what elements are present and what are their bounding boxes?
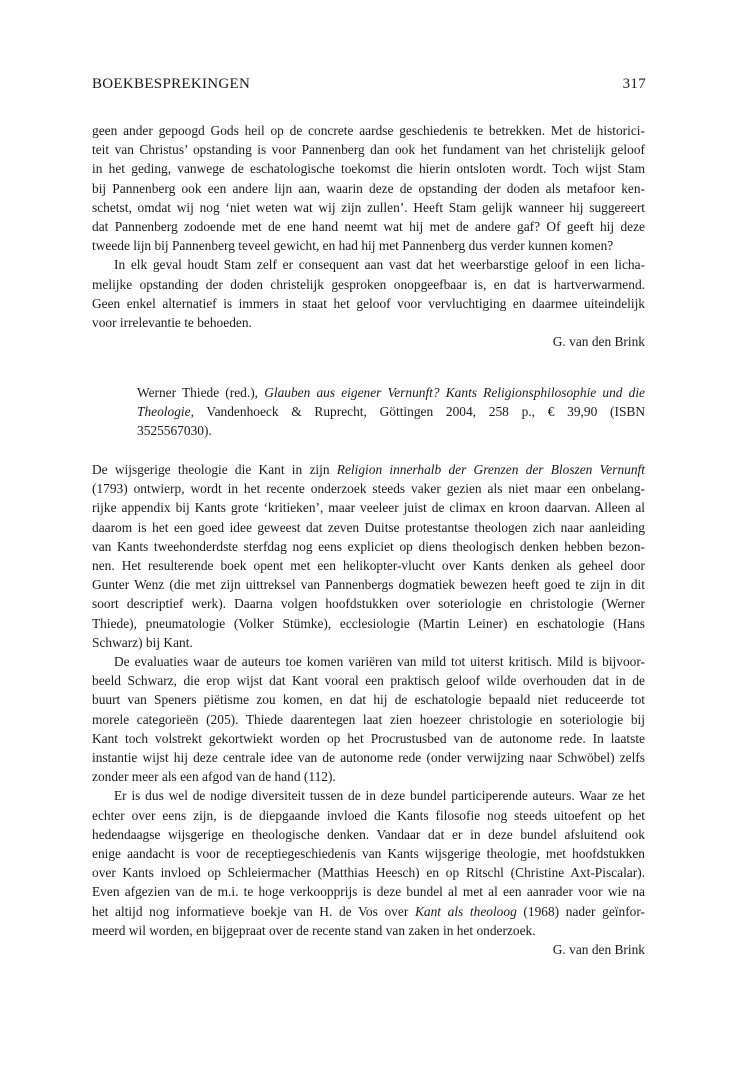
text-line: enige aandacht is voor de receptiegeschiedenis van Kants wijsgerige theologie, met hoofdstukken	[92, 845, 645, 861]
review-1-paragraph-1	[92, 121, 645, 255]
text-line: In elk geval houdt Stam zelf er consequent aan vast dat het weerbarstige geloof in een licha-	[114, 257, 645, 273]
text-line: Even afgezien van de m.i. te hoge verkoopprijs is deze bundel al met al een aanrader voor wie na	[92, 884, 645, 900]
text-line: geen ander gepoogd Gods heil op de concrete aardse geschiedenis te betrekken. Met de historici-	[92, 123, 645, 138]
text-line	[137, 383, 645, 402]
text-line: zonder meer als een afgod van de hand (112).	[92, 769, 336, 785]
text-span: het altijd nog informatieve boekje van H. de Vos over	[92, 903, 415, 919]
reference-publisher: , Vandenhoeck & Ruprecht, Göttingen 2004, 258 p., € 39,90 (ISBN	[190, 404, 645, 420]
text-line: instantie wijst hij deze centrale idee van de autonome rede (onder verwijzing naar Schwöbel) zelfs	[92, 749, 645, 765]
text-line: Schwarz) bij Kant.	[92, 634, 193, 650]
text-line: Kant toch volstrekt gekortwiekt worden op het Procrustusbed van de autonome rede. In laatste	[92, 730, 645, 746]
review-1-signature: G. van den Brink	[552, 334, 645, 350]
page-number: 317	[622, 76, 646, 92]
text-line: echter over eens zijn, is de diepgaande invloed die Kants filosofie nog steeds uitoefent op het	[92, 807, 645, 823]
text-line: nen. Het resulterende boek opent met een helikopter-vlucht over Kants denken als geheel door	[92, 557, 645, 573]
review-2-paragraph-2	[92, 652, 645, 786]
text-line: dat Pannenberg zodoende met de ene hand neemt wat hij met de andere gaf? Of geeft hij deze	[92, 218, 645, 234]
text-line: 3525567030).	[137, 423, 212, 439]
review-1-paragraph-2	[92, 255, 645, 351]
text-line: Gunter Wenz (die met zijn uittreksel van Pannenbergs dogmatiek bewezen heeft goed te zijn in dit	[92, 577, 645, 593]
text-line: bij Pannenberg ook een andere lijn aan, waarin deze de opstanding der doden als metafoor ken-	[92, 180, 645, 196]
review-2-paragraph-3	[92, 786, 645, 959]
text-line: voor irrelevantie te behoeden.	[92, 314, 252, 330]
reference-author: Werner Thiede (red.),	[137, 385, 265, 400]
text-line: van Kants tweehonderdste sterfdag nog eens expliciet op diens theologisch denken hebben bezon-	[92, 538, 645, 554]
text-line: hedendaagse wijsgerige en theologische denken. Vandaar dat er in deze bundel afsluitend ook	[92, 826, 645, 842]
text-span: (1968) nader geïnfor-	[516, 903, 646, 919]
text-line: schetst, omdat wij nog ‘niet weten wat wij zijn zullen’. Heeft Stam gelijk wanneer hij suggereert	[92, 199, 645, 215]
text-line: soort descriptief werk). Daarna volgen hoofdstukken over soteriologie en christologie (Werner	[92, 596, 645, 612]
book-title: Religion innerhalb der Grenzen der Bloszen Vernunft	[336, 462, 645, 477]
reference-title: Theologie	[137, 404, 191, 420]
text-line	[92, 902, 645, 921]
text-line: De evaluaties waar de auteurs toe komen variëren van mild tot uiterst kritisch. Mild is bijvoor-	[114, 654, 645, 669]
text-line	[137, 402, 645, 421]
text-line: tweede lijn bij Pannenberg teveel gewicht, en had hij met Pannenberg dus verder kunnen komen?	[92, 238, 614, 254]
text-line: Thiede), pneumatologie (Volker Stümke), ecclesiologie (Martin Leiner) en eschatologie (Hans	[92, 615, 645, 631]
text-line: (1793) ontwierp, wordt in het recente onderzoek steeds vaker gezien als niet maar een onbelang-	[92, 481, 645, 497]
book-title: Kant als theoloog	[414, 903, 517, 919]
text-span: De wijsgerige theologie die Kant in zijn	[92, 462, 337, 477]
text-line	[92, 460, 645, 479]
text-line: melijke opstanding der doden christelijk gesproken onopgeefbaar is, en dat is hartverwarmend.	[92, 276, 645, 292]
reference-title: Glauben aus eigener Vernunft? Kants Religionsphilosophie und die	[264, 385, 645, 400]
text-line: teit van Christus’ opstanding is voor Pannenberg dan ook het fundament van het christelijk geloof	[92, 142, 645, 158]
text-line: in het geding, vanwege de eschatologische toekomst die hierin ontsloten wordt. Toch wijst Stam	[92, 161, 645, 177]
running-header-title: BOEKBESPREKINGEN	[92, 76, 251, 92]
text-line: morele categorieën (205). Thiede daarentegen laat zien hoezeer christologie en soteriologie bij	[92, 711, 645, 727]
text-line: rijke appendix bij Kants grote ‘kritieken’, maar veeleer juist de climax en kroon daarvan. Alleen al	[92, 500, 645, 516]
text-line: meerd wil worden, en bijgepraat over de recente stand van zaken in het onderzoek.	[92, 922, 536, 938]
review-2-reference	[137, 383, 645, 441]
text-line: over Kants invloed op Schleiermacher (Matthias Heesch) en op Ritschl (Christine Axt-Piscalar).	[92, 865, 645, 881]
text-line: beeld Schwarz, die erop wijst dat Kant vooral een praktisch geloof wilde overhouden dat in de	[92, 673, 645, 689]
text-line: Geen enkel alternatief is immers in staat het geloof voor vervluchtiging en daarmee uiteindelijk	[92, 295, 645, 311]
text-line: Er is dus wel de nodige diversiteit tussen de in deze bundel participerende auteurs. Waar ze het	[114, 788, 645, 804]
text-line: buurt van Speners piëtisme zou komen, en dat hij de eschatologie bepaald niet reduceerde tot	[92, 692, 645, 708]
review-2-signature: G. van den Brink	[552, 941, 645, 957]
review-2-paragraph-1	[92, 460, 645, 652]
text-line: daarom is het een goed idee geweest dat zeven Duitse protestantse theologen zich naar aanleiding	[92, 519, 645, 535]
